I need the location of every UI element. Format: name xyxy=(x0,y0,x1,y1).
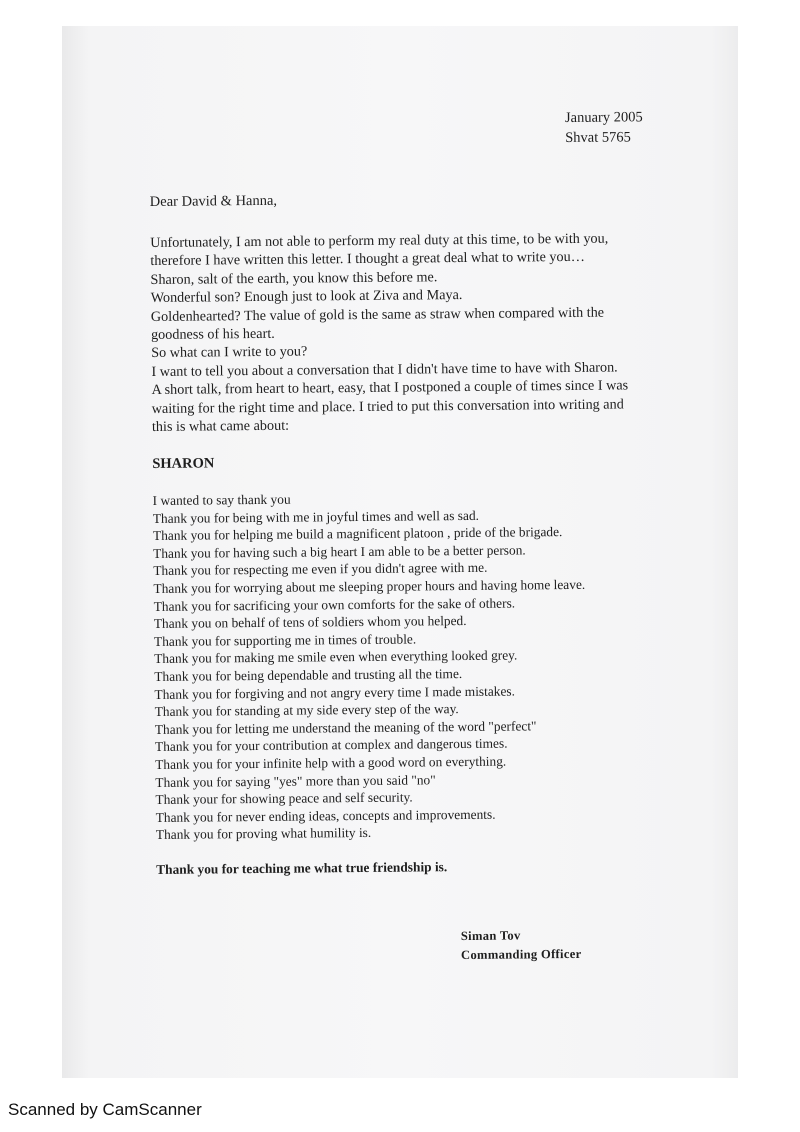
poem-line: Thank you on behalf of tens of soldiers whom you helped. xyxy=(153,613,467,632)
poem-line: Thank you for supporting me in times of trouble. xyxy=(153,631,417,649)
body-line: therefore I have written this letter. I thought a great deal what to write you… xyxy=(150,249,585,270)
poem-line: I wanted to say thank you xyxy=(152,491,291,508)
poem-line: Thank you for making me smile even when everything looked grey. xyxy=(154,647,518,667)
letter-body xyxy=(150,229,629,436)
poem-line: Thank you for respecting me even if you didn't agree with me. xyxy=(153,560,488,579)
body-line: I want to tell you about a conversation that I didn't have time to have with Sharon. xyxy=(151,359,618,380)
thank-you-list xyxy=(153,488,588,844)
poem-line: Thank you for proving what humility is. xyxy=(155,825,372,843)
closing-line: Thank you for teaching me what true friendship is. xyxy=(156,859,448,877)
body-line: So what can I write to you? xyxy=(151,343,308,362)
body-line: goodness of his heart. xyxy=(150,325,275,344)
signer-title: Commanding Officer xyxy=(460,946,582,963)
poem-line: Thank you for standing at my side every step of the way. xyxy=(154,701,459,720)
date-gregorian: January 2005 xyxy=(564,109,643,127)
poem-line: Thank your for showing peace and self security. xyxy=(155,789,413,808)
body-line: A short talk, from heart to heart, easy, that I postponed a couple of times since I was xyxy=(151,377,629,399)
body-line: Unfortunately, I am not able to perform my real duty at this time, to be with you, xyxy=(150,230,609,251)
poem-line: Thank you for letting me understand the meaning of the word "perfect" xyxy=(154,718,537,737)
poem-line: Thank you for being dependable and trusting all the time. xyxy=(154,665,463,684)
poem-line: Thank you for forgiving and not angry every time I made mistakes. xyxy=(154,683,516,702)
greeting: Dear David & Hanna, xyxy=(149,192,278,211)
body-line: Wonderful son? Enough just to look at Ziva and Maya. xyxy=(150,287,463,307)
poem-line: Thank you for saying "yes" more than you said "no" xyxy=(155,771,436,790)
section-heading: SHARON xyxy=(152,455,215,472)
body-line: Goldenhearted? The value of gold is the same as straw when compared with the xyxy=(150,304,605,325)
poem-line: Thank you for worrying about me sleeping proper hours and having home leave. xyxy=(153,576,586,596)
poem-line: Thank you for being with me in joyful times and well as sad. xyxy=(152,507,480,526)
poem-line: Thank you for helping me build a magnificent platoon , pride of the brigade. xyxy=(152,524,563,544)
scanned-page xyxy=(62,26,738,1078)
signer-name: Siman Tov xyxy=(460,928,521,944)
body-line: this is what came about: xyxy=(151,417,290,436)
body-line: waiting for the right time and place. I tried to put this conversation into writing and xyxy=(151,396,624,417)
poem-line: Thank you for your contribution at complex and dangerous times. xyxy=(154,735,508,755)
poem-line: Thank you for having such a big heart I am able to be a better person. xyxy=(153,542,526,561)
poem-line: Thank you for your infinite help with a good word on everything. xyxy=(155,753,507,772)
poem-line: Thank you for sacrificing your own comforts for the sake of others. xyxy=(153,595,516,614)
body-line: Sharon, salt of the earth, you know this before me. xyxy=(150,269,438,288)
letter-date xyxy=(565,107,643,148)
poem-line: Thank you for never ending ideas, concepts and improvements. xyxy=(155,806,496,825)
signature-block xyxy=(461,926,582,965)
date-hebrew: Shvat 5765 xyxy=(565,129,631,147)
scanner-watermark: Scanned by CamScanner xyxy=(8,1100,202,1119)
letter xyxy=(62,26,738,1078)
